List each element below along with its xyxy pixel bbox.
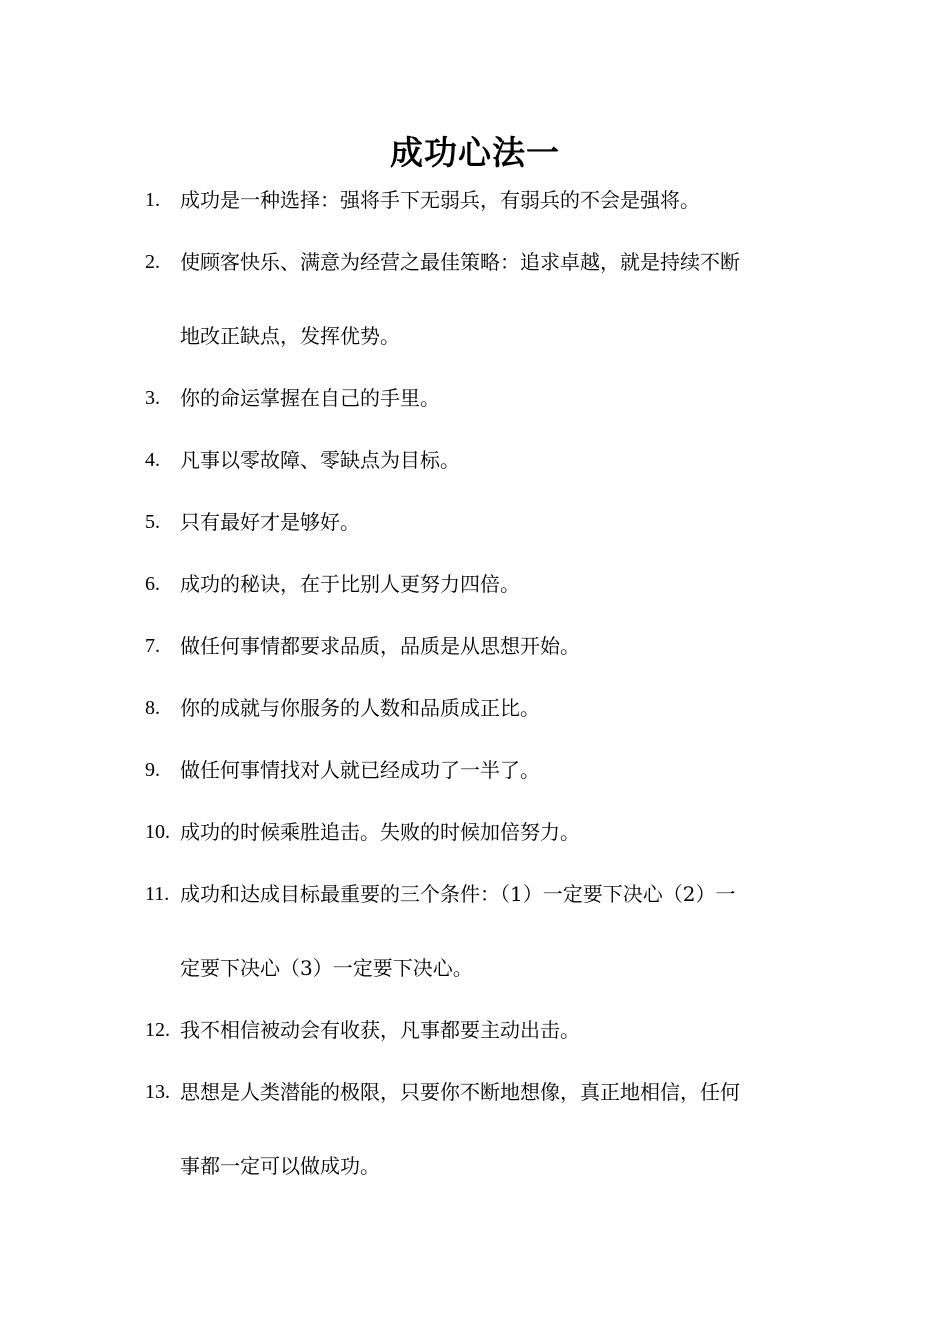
list-item-number: 11. [145,883,170,905]
list-item-number: 13. [145,1081,170,1103]
list-item-text: 成功的时候乘胜追击。失败的时候加倍努力。 [180,820,580,844]
list-item-number: 5. [145,511,160,533]
list-item [145,686,810,730]
list-item [145,562,810,606]
list-item-number: 10. [145,821,170,843]
list-item-text: 凡事以零故障、零缺点为目标。 [180,448,460,472]
list-item [145,376,810,420]
page-title: 成功心法一 [390,133,560,172]
list-item-text: 只有最好才是够好。 [180,510,360,534]
list-item-number: 12. [145,1019,170,1041]
list-item [145,500,810,544]
list-item-text: 做任何事情都要求品质，品质是从思想开始。 [180,634,580,658]
list-item-text: 我不相信被动会有收获，凡事都要主动出击。 [180,1018,580,1042]
list-item [145,240,810,358]
list-item-number: 6. [145,573,160,595]
list-item [145,1008,810,1052]
list-item-number: 8. [145,697,160,719]
list-item [145,810,810,854]
list-item-text: 成功是一种选择：强将手下无弱兵，有弱兵的不会是强将。 [180,188,700,212]
list-item-text: 思想是人类潜能的极限，只要你不断地想像，真正地相信，任何 [180,1080,740,1104]
list-item-text: 做任何事情找对人就已经成功了一半了。 [180,758,540,782]
list-item-text: 你的命运掌握在自己的手里。 [180,386,440,410]
list-item-number: 3. [145,387,160,409]
list-item-text: 成功的秘诀，在于比别人更努力四倍。 [180,572,520,596]
list-item [145,748,810,792]
list-item-text-continued: 定要下决心（3）一定要下决心。 [180,956,473,980]
list-item-number: 9. [145,759,160,781]
list-item-number: 2. [145,251,160,273]
numbered-list [145,178,810,1206]
list-item [145,178,810,222]
list-item-text: 使顾客快乐、满意为经营之最佳策略：追求卓越，就是持续不断 [180,250,740,274]
list-item-text: 成功和达成目标最重要的三个条件：（1）一定要下决心（2）一 [180,882,736,906]
list-item [145,438,810,482]
list-item-text: 你的成就与你服务的人数和品质成正比。 [180,696,540,720]
list-item [145,872,810,990]
list-item-number: 4. [145,449,160,471]
list-item-text-continued: 事都一定可以做成功。 [180,1154,380,1178]
list-item-text-continued: 地改正缺点，发挥优势。 [180,324,400,348]
list-item [145,624,810,668]
list-item-number: 7. [145,635,160,657]
list-item [145,1070,810,1188]
list-item-number: 1. [145,189,160,211]
